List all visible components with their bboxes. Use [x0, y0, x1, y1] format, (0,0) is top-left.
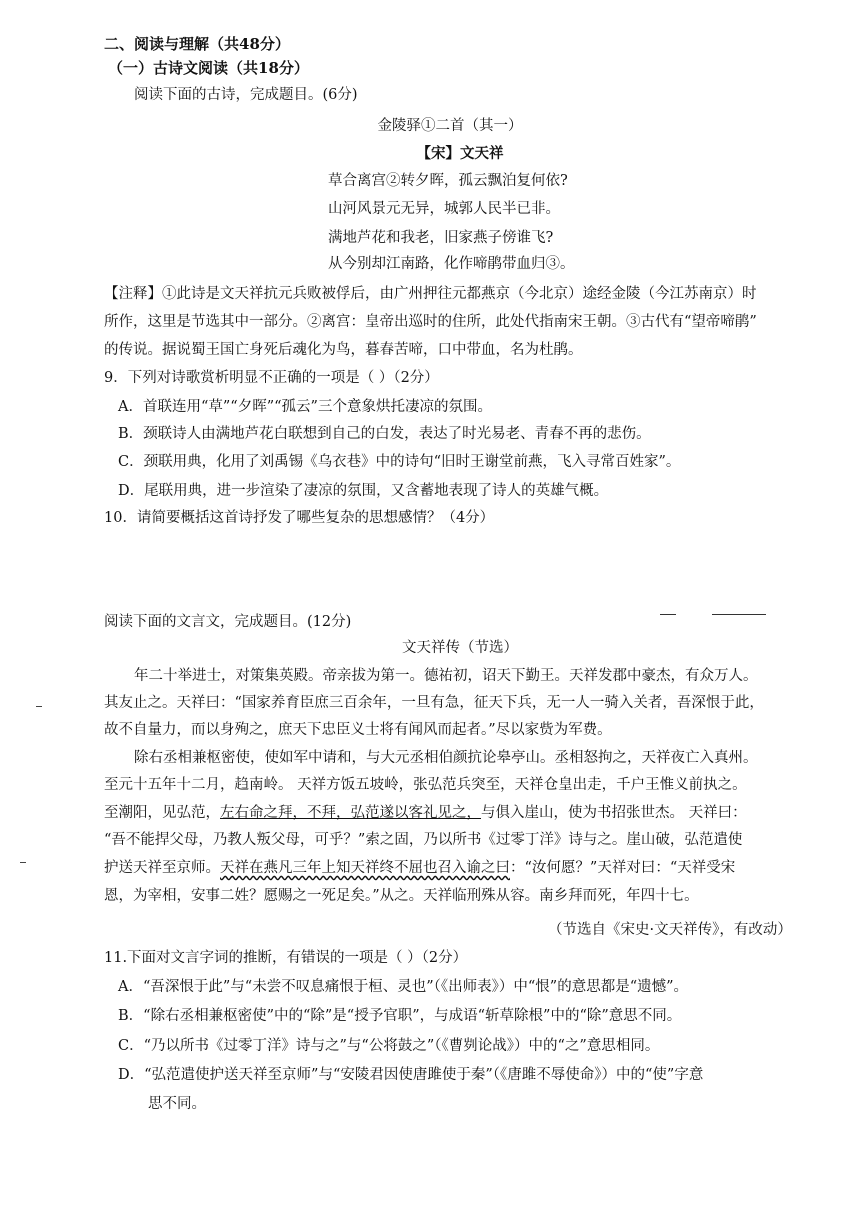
question-9-option: D．尾联用典，进一步渲染了凄凉的氛围，又含蓄地表现了诗人的英雄气概。 [118, 483, 609, 499]
prose-paragraph-line: “吾不能捍父母，乃教人叛父母，可乎？”索之固，乃以所书《过零丁洋》诗与之。崖山破，弘范遣使 [104, 832, 743, 848]
prose-paragraph-line: 年二十举进士，对策集英殿。帝亲拔为第一。德祐初，诏天下勤王。天祥发郡中豪杰，有众万人。 [134, 668, 758, 684]
poem-title: 金陵驿①二首（其一） [377, 118, 523, 134]
question-11-stem: 11.下面对文言字词的推断，有错误的一项是（ ）（2分） [104, 950, 468, 966]
poem-note-line: 的传说。据说蜀王国亡身死后魂化为鸟，暮春苦啼，口中带血，名为杜鹃。 [104, 342, 583, 358]
scan-mark [712, 614, 766, 615]
prose-fragment: 与俱入崖山，使为书招张世杰。 天祥曰： [481, 805, 747, 821]
question-11-option: D．“弘范遣使护送天祥至京师”与“安陵君因使唐雎使于秦”（《唐雎不辱使命》）中的“使”字意 [118, 1067, 704, 1083]
prose-paragraph-line [104, 858, 735, 878]
scan-mark [20, 862, 26, 863]
poem-author: 【宋】文天祥 [416, 145, 504, 162]
question-11-option: A．“吾深恨于此”与“未尝不叹息痛恨于桓、灵也”（《出师表》）中“恨”的意思都是“遗憾”。 [118, 979, 689, 995]
question-9-option: C．颈联用典，化用了刘禹锡《乌衣巷》中的诗句“旧时王谢堂前燕，飞入寻常百姓家”。 [118, 454, 681, 470]
poem-note-line: 所作，这里是节选其中一部分。②离宫：皇帝出巡时的住所，此处代指南宋王朝。③古代有“望帝啼鹃” [104, 314, 757, 330]
prose-instruction: 阅读下面的文言文，完成题目。(12分) [104, 614, 352, 630]
poem-line: 草合离宫②转夕晖，孤云飘泊复何依? [328, 173, 568, 189]
question-11-option-continued: 思不同。 [148, 1096, 206, 1112]
scan-mark [660, 614, 676, 615]
prose-fragment: ：“汝何愿？”天祥对曰：“天祥受宋 [510, 860, 736, 876]
poem-note-line: 【注释】①此诗是文天祥抗元兵败被俘后，由广州押往元都燕京（今北京）途经金陵（今江苏南京）时 [104, 286, 757, 302]
prose-paragraph-line: 故不自量力，而以身殉之，庶天下忠臣义士将有闻风而起者。”尽以家赀为军费。 [104, 722, 612, 738]
question-9-option: A．首联连用“草”“夕晖”“孤云”三个意象烘托凄凉的氛围。 [118, 399, 492, 415]
wavy-underlined-sentence: 天祥在燕凡三年上知天祥终不屈也召入谕之曰 [220, 860, 510, 876]
question-9-stem: 9．下列对诗歌赏析明显不正确的一项是（ ）（2分） [104, 370, 439, 386]
question-9-option: B．颈联诗人由满地芦花白联想到自己的白发，表达了时光易老、青春不再的悲伤。 [118, 426, 651, 442]
subsection-title: （一）古诗文阅读（共18分） [108, 59, 309, 77]
prose-paragraph-line [104, 803, 747, 823]
prose-fragment: 至潮阳，见弘范， [104, 805, 220, 821]
section-title: 二、阅读与理解（共48分） [104, 35, 290, 53]
scan-mark [36, 706, 42, 707]
prose-paragraph-line: 除右丞相兼枢密使，使如军中请和，与大元丞相伯颜抗论皋亭山。丞相怒拘之，天祥夜亡入真州。 [134, 750, 758, 766]
prose-source: （节选自《宋史·文天祥传》，有改动） [548, 922, 792, 938]
question-11-option: C．“乃以所书《过零丁洋》诗与之”与“公将鼓之”（《曹刿论战》）中的“之”意思相同。 [118, 1038, 660, 1054]
prose-paragraph-line: 其友止之。天祥曰：“国家养育臣庶三百余年，一旦有急，征天下兵，无一人一骑入关者，吾深恨于此， [104, 695, 764, 711]
prose-fragment: 护送天祥至京师。 [104, 860, 220, 876]
question-11-option: B．“除右丞相兼枢密使”中的“除”是“授予官职”，与成语“斩草除根”中的“除”意思不同。 [118, 1008, 682, 1024]
answer-space[interactable] [104, 532, 820, 602]
poem-line: 山河风景元无异，城郭人民半已非。 [328, 201, 560, 217]
poem-line: 从今别却江南路，化作啼鹃带血归③。 [328, 256, 575, 272]
poem-line: 满地芦花和我老，旧家燕子傍谁飞? [328, 230, 554, 246]
question-10-stem: 10．请简要概括这首诗抒发了哪些复杂的思想感情？（4分） [104, 510, 495, 526]
underlined-sentence: 左右命之拜，不拜，弘范遂以客礼见之， [220, 805, 481, 821]
poem-instruction: 阅读下面的古诗，完成题目。(6分) [134, 87, 358, 103]
prose-paragraph-line: 至元十五年十二月，趋南岭。 天祥方饭五坡岭，张弘范兵突至，天祥仓皇出走，千户王惟义前执之。 [104, 777, 747, 793]
prose-title: 文天祥传（节选） [402, 640, 518, 656]
prose-paragraph-line: 恩，为宰相，安事二姓？愿赐之一死足矣。”从之。天祥临刑殊从容。南乡拜而死，年四十七。 [104, 888, 699, 904]
